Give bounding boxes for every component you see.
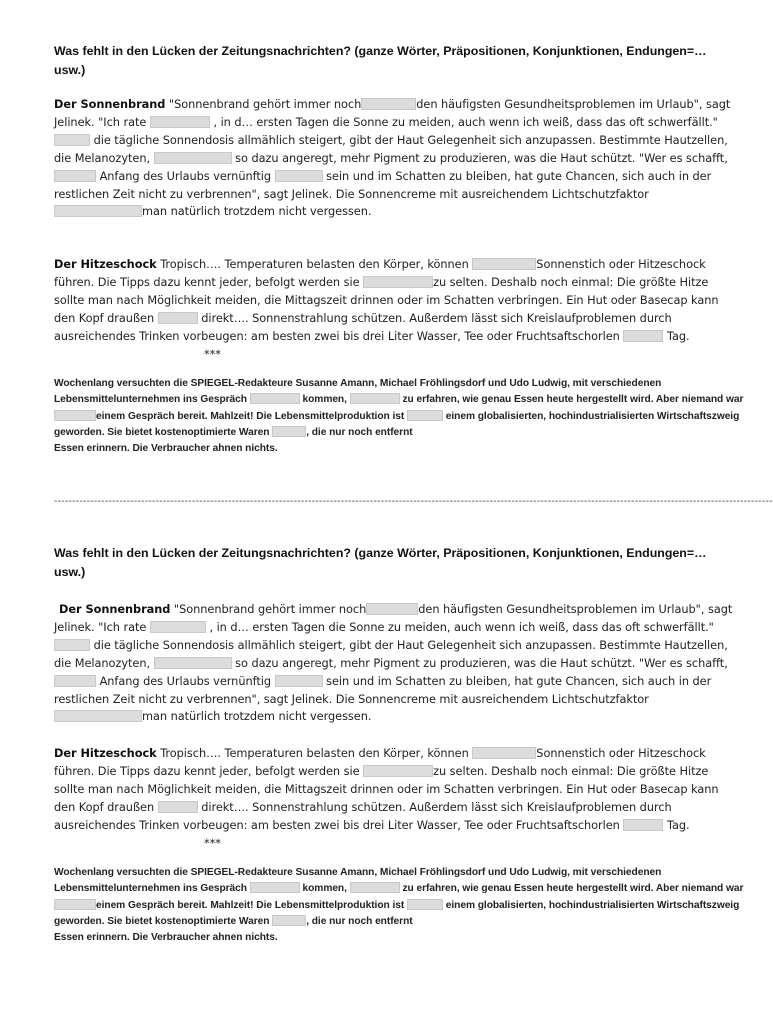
worksheet-heading: Was fehlt in den Lücken der Zeitungsnachrichten? (ganze Wörter, Präpositionen, Konjunktionen, Endungen=… usw.) [54, 546, 707, 579]
blank-field[interactable] [154, 657, 232, 669]
blank-field[interactable] [366, 603, 418, 615]
blank-field[interactable] [154, 152, 232, 164]
blank-field[interactable] [363, 276, 433, 288]
blank-field[interactable] [623, 330, 663, 342]
blank-field[interactable] [472, 258, 536, 270]
sonnenbrand-paragraph: Der Sonnenbrand "Sonnenbrand gehört immer noch den häufigsten Gesundheitsproblemen im Urlaub", sagt Jelinek. "Ich rate , in d… ersten Tagen die Sonne zu meiden, auch wenn ich weiß, dass das oft schwerfällt." die tägliche Sonnendosis allmählich steigert, gibt der Haut Gelegenheit sich anzupassen. Bestimmte Hautzellen, die Melanozyten, so dazu angeregt, mehr Pigment zu produzieren, was die Haut schützt. "Wer es schafft, Anfang des Urlaubs vernünftig sein und im Schatten zu bleiben, hat gute Chancen, sich auch in der restlichen Zeit nicht zu verbrennen", sagt Jelinek. Die Sonnencreme mit ausreichendem Lichtschutzfaktor man natürlich trotzdem nicht vergessen. [54, 602, 733, 724]
blank-field[interactable] [272, 915, 306, 926]
blank-field[interactable] [54, 710, 142, 722]
blank-field[interactable] [54, 205, 142, 217]
hitzeschock-paragraph: Der Hitzeschock Tropisch…. Temperaturen belasten den Körper, können Sonnenstich oder Hitzeschock führen. Die Tipps dazu kennt jeder, befolgt werden sie zu selten. Deshalb noch einmal: Die größte Hitze sollte man nach Möglichkeit meiden, die Mittagszeit drinnen oder im Schatten verbringen. Ein Hut oder Basecap kann den Kopf draußen direkt…. Sonnenstrahlung schützen. Außerdem lässt sich Kreislaufproblemen durch ausreichendes Trinken vorbeugen: am besten zwei bis drei Liter Wasser, Tee oder Fruchtsaftschorlen Tag. *** [54, 256, 740, 363]
blank-field[interactable] [472, 747, 536, 759]
blank-field[interactable] [363, 765, 433, 777]
hitzeschock-title: Der Hitzeschock [54, 746, 157, 760]
blank-field[interactable] [150, 116, 210, 128]
blank-field[interactable] [158, 801, 198, 813]
sonnenbrand-title: Der Sonnenbrand [59, 602, 171, 616]
blank-field[interactable] [407, 899, 443, 910]
blank-field[interactable] [54, 675, 96, 687]
blank-field[interactable] [54, 170, 96, 182]
section-stars: *** [204, 346, 221, 361]
blank-field[interactable] [350, 393, 400, 404]
section-stars: *** [204, 835, 221, 850]
blank-field[interactable] [54, 639, 90, 651]
blank-field[interactable] [623, 819, 663, 831]
spiegel-paragraph: Wochenlang versuchten die SPIEGEL-Redakteure Susanne Amann, Michael Fröhlingsdorf und Udo Ludwig, mit verschiedenen Lebensmittelunternehmen ins Gespräch kommen, zu erfahren, wie genau Essen heute hergestellt wird. Aber niemand war einem Gespräch bereit. Mahlzeit! Die Lebensmittelproduktion ist einem globalisierten, hochindustrialisierten Wirtschaftszweig geworden. Sie bietet kostenoptimierte Waren , die nur noch entfernt Essen erinnern. Die Verbraucher ahnen nichts. [54, 378, 744, 455]
blank-field[interactable] [350, 882, 400, 893]
hitzeschock-paragraph: Der Hitzeschock Tropisch…. Temperaturen belasten den Körper, können Sonnenstich oder Hitzeschock führen. Die Tipps dazu kennt jeder, befolgt werden sie zu selten. Deshalb noch einmal: Die größte Hitze sollte man nach Möglichkeit meiden, die Mittagszeit drinnen oder im Schatten verbringen. Ein Hut oder Basecap kann den Kopf draußen direkt…. Sonnenstrahlung schützen. Außerdem lässt sich Kreislaufproblemen durch ausreichendes Trinken vorbeugen: am besten zwei bis drei Liter Wasser, Tee oder Fruchtsaftschorlen Tag. *** [54, 745, 740, 852]
cut-line-separator: ------------------------------------------------------------------------------------------------------------------------------------------------------------------------------------------------------ [54, 496, 773, 507]
sonnenbrand-title: Der Sonnenbrand [54, 97, 166, 111]
blank-field[interactable] [54, 134, 90, 146]
blank-field[interactable] [275, 170, 323, 182]
worksheet-heading: Was fehlt in den Lücken der Zeitungsnachrichten? (ganze Wörter, Präpositionen, Konjunktionen, Endungen=… usw.) [54, 44, 707, 77]
blank-field[interactable] [272, 426, 306, 437]
blank-field[interactable] [361, 98, 416, 110]
blank-field[interactable] [250, 393, 300, 404]
blank-field[interactable] [275, 675, 323, 687]
blank-field[interactable] [250, 882, 300, 893]
blank-field[interactable] [407, 410, 443, 421]
blank-field[interactable] [150, 621, 206, 633]
blank-field[interactable] [54, 899, 96, 910]
blank-field[interactable] [158, 312, 198, 324]
sonnenbrand-paragraph: Der Sonnenbrand "Sonnenbrand gehört immer noch den häufigsten Gesundheitsproblemen im Urlaub", sagt Jelinek. "Ich rate , in d… ersten Tagen die Sonne zu meiden, auch wenn ich weiß, dass das oft schwerfällt." die tägliche Sonnendosis allmählich steigert, gibt der Haut Gelegenheit sich anzupassen. Bestimmte Hautzellen, die Melanozyten, so dazu angeregt, mehr Pigment zu produzieren, was die Haut schützt. "Wer es schafft, Anfang des Urlaubs vernünftig sein und im Schatten zu bleiben, hat gute Chancen, sich auch in der restlichen Zeit nicht zu verbrennen", sagt Jelinek. Die Sonnencreme mit ausreichendem Lichtschutzfaktor man natürlich trotzdem nicht vergessen. [54, 97, 731, 219]
spiegel-paragraph: Wochenlang versuchten die SPIEGEL-Redakteure Susanne Amann, Michael Fröhlingsdorf und Udo Ludwig, mit verschiedenen Lebensmittelunternehmen ins Gespräch kommen, zu erfahren, wie genau Essen heute hergestellt wird. Aber niemand war einem Gespräch bereit. Mahlzeit! Die Lebensmittelproduktion ist einem globalisierten, hochindustrialisierten Wirtschaftszweig geworden. Sie bietet kostenoptimierte Waren , die nur noch entfernt Essen erinnern. Die Verbraucher ahnen nichts. [54, 867, 744, 944]
hitzeschock-title: Der Hitzeschock [54, 257, 157, 271]
blank-field[interactable] [54, 410, 96, 421]
